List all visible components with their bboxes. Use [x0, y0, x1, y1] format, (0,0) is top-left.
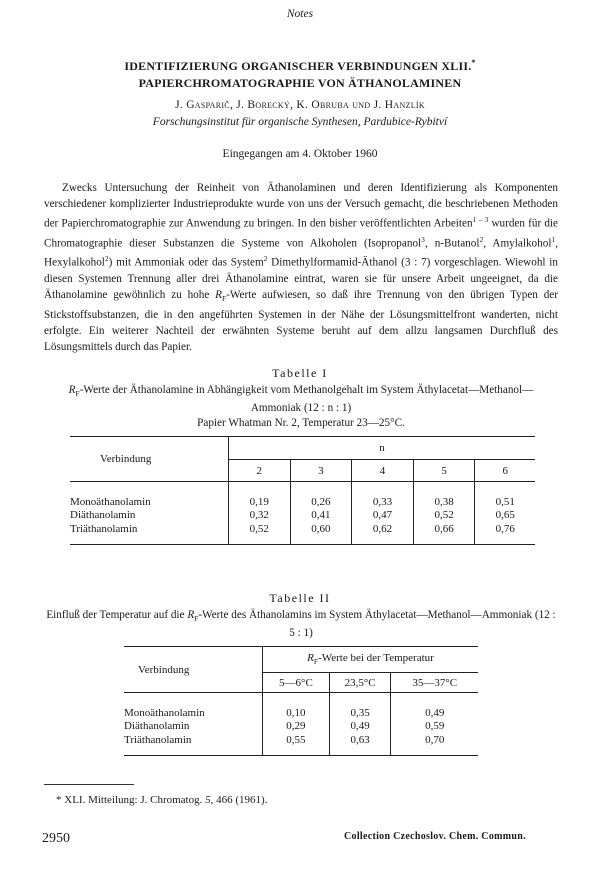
- body-text: Dimethylformamid-Äthanol (3 : 7) vorgeschlagen. Wiewohl in diesen Systemen Trennung aller drei Äthanolamine eintrat, waren sie für unsere Arbeit ungeeignet, da die Äthanolamine gewöhnlich zu hohe: [44, 257, 559, 302]
- rf-value: 0,66: [413, 523, 475, 545]
- journal-name: Collection Czechoslov. Chem. Commun.: [344, 831, 526, 842]
- table1-n-header: 2: [229, 460, 291, 482]
- table2-caption: [44, 608, 558, 641]
- rf-value: 0,33: [352, 482, 414, 508]
- article-title: [40, 54, 560, 92]
- table-row: [124, 693, 478, 719]
- rf-value: 0,38: [413, 482, 475, 508]
- table1-header-verbindung: Verbindung: [70, 437, 229, 482]
- compound-name: Monoäthanolamin: [70, 482, 229, 508]
- rf-subscript: F: [313, 657, 319, 667]
- table-row: [124, 719, 478, 734]
- rf-value: 0,10: [263, 693, 330, 719]
- rf-value: 0,49: [329, 719, 391, 734]
- reference-mark: 2: [479, 234, 484, 244]
- table2-label: Tabelle II: [269, 591, 331, 605]
- table-row: [70, 523, 535, 545]
- body-text: , Amylalkohol: [483, 237, 552, 250]
- footnote-text: * XLI. Mitteilung: J. Chromatog.: [56, 794, 206, 806]
- compound-name: Monoäthanolamin: [124, 693, 263, 719]
- rf-symbol: R: [307, 652, 314, 665]
- body-text: , Hexylalkohol: [44, 237, 558, 270]
- compound-name: Diäthanolamin: [70, 508, 229, 523]
- table-row: [124, 734, 478, 756]
- rf-value: 0,41: [290, 508, 352, 523]
- caption-text: Einfluß der Temperatur auf die: [46, 609, 188, 621]
- body-text: wurden für die Chromatographie dieser Substanzen die Systeme von Alkoholen (Isopropanol: [44, 217, 559, 250]
- rf-value: 0,29: [263, 719, 330, 734]
- reference-mark: 1 – 3: [472, 215, 489, 224]
- table-row: [70, 482, 535, 508]
- affiliation: Forschungsinstitut für organische Synthesen, Pardubice-Rybitví: [152, 116, 448, 128]
- rf-value: 0,52: [413, 508, 475, 523]
- caption-text: Papier Whatman Nr. 2, Temperatur 23—25°C.: [197, 417, 405, 430]
- rf-symbol: R: [68, 384, 76, 396]
- body-text: -Werte aufwiesen, so daß ihre Trennung von den übrigen Typen der Stickstoffsubstanzen, die in den angeführten Systemen in der Nähe der Lösungsmittelfront wanderten, nicht erfolgte. Ein weiterer Nachteil der erwähnten Systeme beruht auf dem allzu langsamen Durchfluß des Lösungsmittels durch das Papier.: [44, 289, 558, 354]
- title-line-2: PAPIERCHROMATOGRAPHIE VON ÄTHANOLAMINEN: [138, 76, 462, 90]
- title-line-1: IDENTIFIZIERUNG ORGANISCHER VERBINDUNGEN XLII.: [124, 59, 472, 73]
- rf-value: 0,59: [425, 720, 445, 732]
- reference-mark: 1: [551, 234, 556, 244]
- received-date: Eingegangen am 4. Oktober 1960: [222, 148, 378, 160]
- rf-subscript: F: [194, 614, 199, 624]
- table1-n-header: 4: [352, 460, 414, 482]
- rf-symbol: R: [187, 609, 195, 621]
- rf-value: 0,47: [352, 508, 414, 523]
- reference-mark: 2: [104, 254, 109, 264]
- footnote: [56, 794, 267, 806]
- table1-n-header: 3: [290, 460, 352, 482]
- table2-header-group: [263, 647, 479, 673]
- table1-n-header: 5: [413, 460, 475, 482]
- footnote-divider: [44, 784, 134, 785]
- title-footnote-mark: *: [471, 58, 476, 67]
- table1-n-header: 6: [502, 464, 508, 477]
- caption-text: -Werte der Äthanolamine in Abhängigkeit vom Methanolgehalt im System Äthylacetat—Methanol—Ammoniak (12 : n : 1): [79, 384, 534, 415]
- rf-value: 0,62: [352, 523, 414, 545]
- rf-value: 0,60: [290, 523, 352, 545]
- rf-value: 0,26: [290, 482, 352, 508]
- rf-value: 0,70: [425, 733, 445, 746]
- rf-value: 0,32: [229, 508, 291, 523]
- table1-header-n: n: [229, 437, 536, 460]
- page-number: 2950: [42, 831, 70, 846]
- rf-value: 0,19: [229, 482, 291, 508]
- table2-header-verbindung: Verbindung: [124, 647, 263, 693]
- compound-name: Triäthanolamin: [124, 734, 263, 756]
- body-paragraph: [44, 180, 558, 355]
- rf-value: 0,65: [495, 509, 515, 521]
- table1-caption: [44, 383, 558, 431]
- table2: [124, 646, 478, 756]
- footnote-text: , 466 (1961).: [210, 794, 268, 806]
- compound-name: Triäthanolamin: [70, 523, 229, 545]
- rf-symbol: R: [215, 289, 222, 302]
- rf-value: 0,76: [495, 522, 515, 535]
- rf-value: 0,52: [229, 523, 291, 545]
- temperature-header: 5—6°C: [263, 673, 330, 693]
- table-row: [70, 508, 535, 523]
- caption-text: -Werte des Äthanolamins im System Äthylacetat—Methanol—Ammoniak (12 : 5 : 1): [198, 609, 556, 640]
- reference-mark: 2: [263, 254, 268, 264]
- rf-value: 0,51: [495, 495, 515, 508]
- compound-name: Diäthanolamin: [124, 719, 263, 734]
- body-text: Zwecks Untersuchung der Reinheit von Äthanolaminen und deren Identifizierung als Komponenten verschiedener komplizierter Industrieprodukte wurde von uns der Versuch gemacht, die beschriebenen Methoden der Papierchromatographie zur Anwendung zu bringen. In den bisher veröffentlichten Arbeiten: [44, 182, 558, 230]
- running-head: Notes: [286, 8, 314, 20]
- body-text: ) mit Ammoniak oder das System: [108, 257, 264, 270]
- footnote-volume: 5: [205, 794, 211, 806]
- rf-value: 0,49: [425, 706, 445, 719]
- body-text: , n-Butanol: [424, 237, 480, 250]
- table1-label: Tabelle I: [272, 366, 328, 380]
- authors: J. Gasparič, J. Borecký, K. Obruba und J. Hanzlík: [175, 99, 425, 111]
- rf-value: 0,55: [263, 734, 330, 756]
- rf-subscript: F: [221, 294, 227, 304]
- rf-value: 0,35: [329, 693, 391, 719]
- reference-mark: 3: [421, 234, 425, 244]
- rf-subscript: F: [75, 389, 80, 399]
- temperature-header: 23,5°C: [329, 673, 391, 693]
- group-header-text: -Werte bei der Temperatur: [318, 652, 434, 665]
- table1: [70, 436, 535, 545]
- rf-value: 0,63: [329, 734, 391, 756]
- temperature-header: 35—37°C: [412, 676, 458, 689]
